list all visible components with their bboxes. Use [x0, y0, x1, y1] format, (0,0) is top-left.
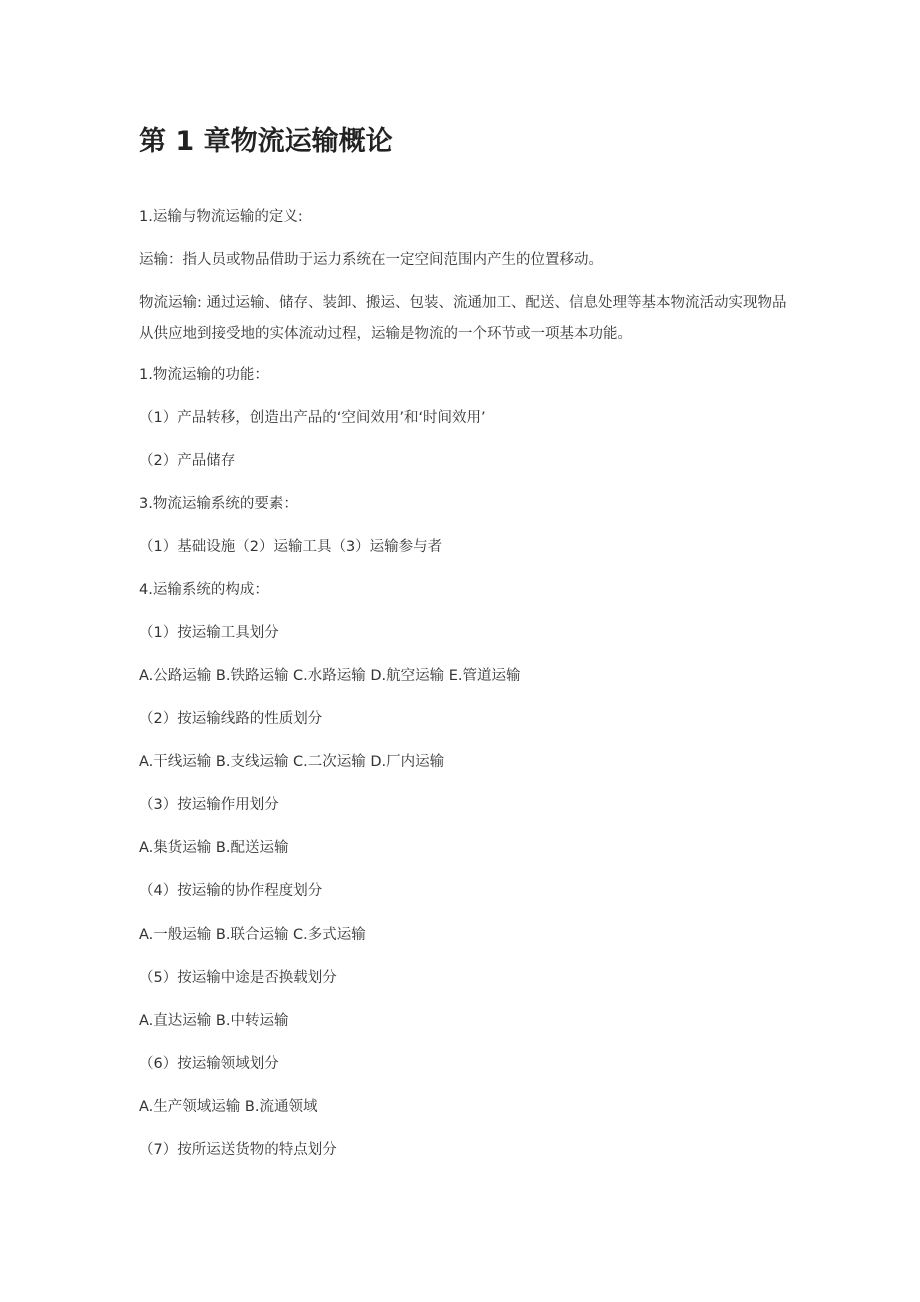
list-item: （1）产品转移，创造出产品的‘空间效用’和‘时间效用’: [139, 410, 486, 426]
list-item: （4）按运输的协作程度划分: [139, 883, 323, 899]
definition-paragraph: 物流运输: 通过运输、储存、装卸、搬运、包装、流通加工、配送、信息处理等基本物流活动实现物品从供应地到接受地的实体流动过程，运输是物流的一个环节或一项基本功能。: [139, 295, 787, 342]
list-item: （3）按运输作用划分: [139, 797, 279, 813]
option-line: A.一般运输 B.联合运输 C.多式运输: [139, 927, 366, 943]
section-heading: 1.运输与物流运输的定义:: [139, 209, 303, 225]
option-line: A.公路运输 B.铁路运输 C.水路运输 D.航空运输 E.管道运输: [139, 668, 521, 684]
chapter-title: 第 1 章物流运输概论: [139, 126, 393, 157]
list-item: （1）按运输工具划分: [139, 625, 279, 641]
option-line: A.集货运输 B.配送运输: [139, 840, 289, 856]
option-line: A.生产领域运输 B.流通领域: [139, 1099, 318, 1115]
list-item: （2）按运输线路的性质划分: [139, 711, 323, 727]
section-heading: 1.物流运输的功能：: [139, 367, 269, 383]
option-line: A.干线运输 B.支线运输 C.二次运输 D.厂内运输: [139, 754, 445, 770]
section-heading: 4.运输系统的构成：: [139, 582, 269, 598]
definition-paragraph: 运输：指人员或物品借助于运力系统在一定空间范围内产生的位置移动。: [139, 252, 603, 268]
list-item: （1）基础设施（2）运输工具（3）运输参与者: [139, 539, 443, 555]
list-item: （6）按运输领域划分: [139, 1056, 279, 1072]
section-heading: 3.物流运输系统的要素：: [139, 496, 298, 512]
list-item: （5）按运输中途是否换载划分: [139, 970, 337, 986]
list-item: （7）按所运送货物的特点划分: [139, 1142, 337, 1158]
option-line: A.直达运输 B.中转运输: [139, 1013, 289, 1029]
list-item: （2）产品储存: [139, 453, 236, 469]
